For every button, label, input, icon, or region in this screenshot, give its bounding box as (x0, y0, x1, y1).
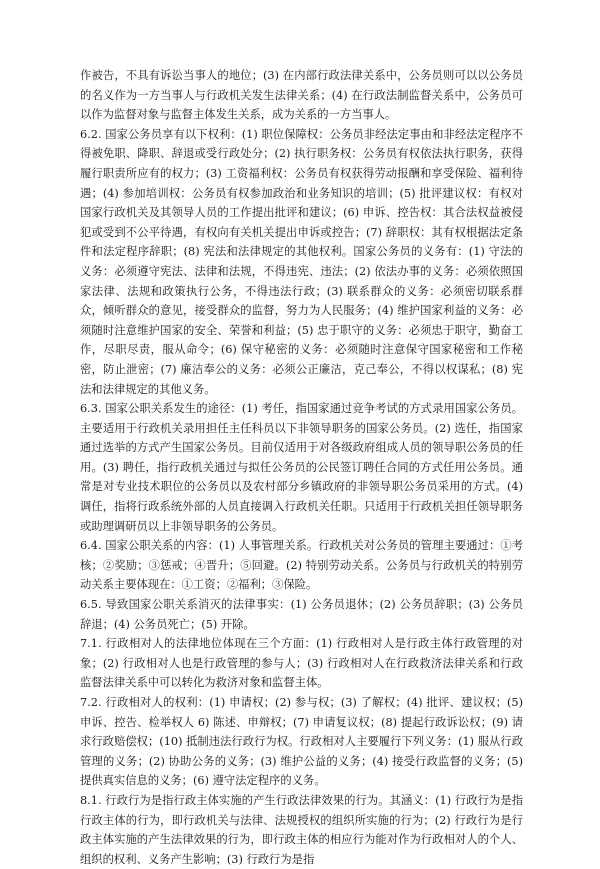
paragraph-6-2-rights-duties: 6.2. 国家公务员享有以下权利：(1) 职位保障权：公务员非经法定事由和非经法定程序不得被免职、降职、辞退或受行政处分；(2) 执行职务权：公务员有权依法执行职务，获得履行职责所应有的权力；(3) 工资福利权：公务员有权获得劳动报酬和享受保险、福利待遇；(4) 参加培训权：公务员有权参加政治和业务知识的培训；(5) 批评建议权：有权对国家行政机关及其领导人员的工作提出批评和建议；(6) 申诉、控告权：其合法权益被侵犯或受到不公平待遇，有权向有关机关提出申诉或控告；(7) 辞职权：其有权根据法定条件和法定程序辞职；(8) 宪法和法律规定的其他权利。国家公务员的义务有：(1) 守法的义务：必须遵守宪法、法律和法规，不得违宪、违法；(2) 依法办事的义务：必须依照国家法律、法规和政策执行公务，不得违法行政；(3) 联系群众的义务：必须密切联系群众，倾听群众的意见，接受群众的监督，努力为人民服务；(4) 维护国家利益的义务：必须随时注意维护国家的安全、荣誉和利益；(5) 忠于职守的义务：必须忠于职守，勤奋工作，尽职尽责，服从命令；(6) 保守秘密的义务：必须随时注意保守国家秘密和工作秘密，防止泄密；(7) 廉洁奉公的义务：必须公正廉洁，克己奉公，不得以权谋私；(8) 宪法和法律规定的其他义务。 (80, 127, 523, 396)
paragraph-6-4-content: 6.4. 国家公职关系的内容：(1) 人事管理关系。行政机关对公务员的管理主要通过：①考核；②奖励；③惩戒；④晋升；⑤回避。(2) 特别劳动关系。公务员与行政机关的特别劳动关系主要体现在：①工资；②福利；③保险。 (80, 539, 523, 592)
paragraph-civil-servant-status: 作被告，不具有诉讼当事人的地位；(3) 在内部行政法律关系中，公务员则可以以公务员的名义作为一方当事人与行政机关发生法律关系；(4) 在行政法制监督关系中，公务员可以作为监督对象与监督主体发生关系，成为关系的一方当事人。 (80, 69, 523, 122)
paragraph-7-1-legal-status: 7.1. 行政相对人的法律地位体现在三个方面：(1) 行政相对人是行政主体行政管理的对象；(2) 行政相对人也是行政管理的参与人；(3) 行政相对人在行政救济法律关系和行政监督法律关系中可以转化为救济对象和监督主体。 (80, 637, 523, 690)
document-body (80, 66, 523, 869)
paragraph-7-2-rights-obligations: 7.2. 行政相对人的权利：(1) 申请权；(2) 参与权；(3) 了解权；(4) 批评、建议权；(5) 申诉、控告、检举权人 6) 陈述、申辩权；(7) 申请复议权；(8) 提起行政诉讼权；(9) 请求行政赔偿权；(10) 抵制违法行政行为权。行政相对人主要履行下列义务：(1) 服从行政管理的义务；(2) 协助公务的义务；(3) 维护公益的义务；(4) 接受行政监督的义务；(5) 提供真实信息的义务；(6) 遵守法定程序的义务。 (80, 696, 523, 788)
paragraph-6-3-appointment: 6.3. 国家公职关系发生的途径：(1) 考任，指国家通过竞争考试的方式录用国家公务员。主要适用于行政机关录用担任主任科员以下非领导职务的国家公务员。(2) 选任，指国家通过选举的方式产生国家公务员。目前仅适用于对各级政府组成人员的领导职公务员的任用。(3) 聘任，指行政机关通过与拟任公务员的公民签订聘任合同的方式任用公务员。通常是对专业技术职位的公务员以及农村部分乡镇政府的非领导职公务员采用的方式。(4) 调任，指将行政系统外部的人员直接调入行政机关任职。只适用于行政机关担任领导职务或助理调研员以上非领导职务的公务员。 (80, 402, 523, 533)
paragraph-6-5-termination: 6.5. 导致国家公职关系消灭的法律事实：(1) 公务员退休；(2) 公务员辞职；(3) 公务员辞退；(4) 公务员死亡；(5) 开除。 (80, 598, 523, 631)
paragraph-8-1-administrative-act: 8.1. 行政行为是指行政主体实施的产生行政法律效果的行为。其涵义：(1) 行政行为是指行政主体的行为，即行政机关与法律、法规授权的组织所实施的行为；(2) 行政行为是行政主体实施的产生法律效果的行为，即行政主体的相应行为能对作为行政相对人的个人、组织的权利、义务产生影响；(3) 行政行为是指 (80, 793, 523, 866)
